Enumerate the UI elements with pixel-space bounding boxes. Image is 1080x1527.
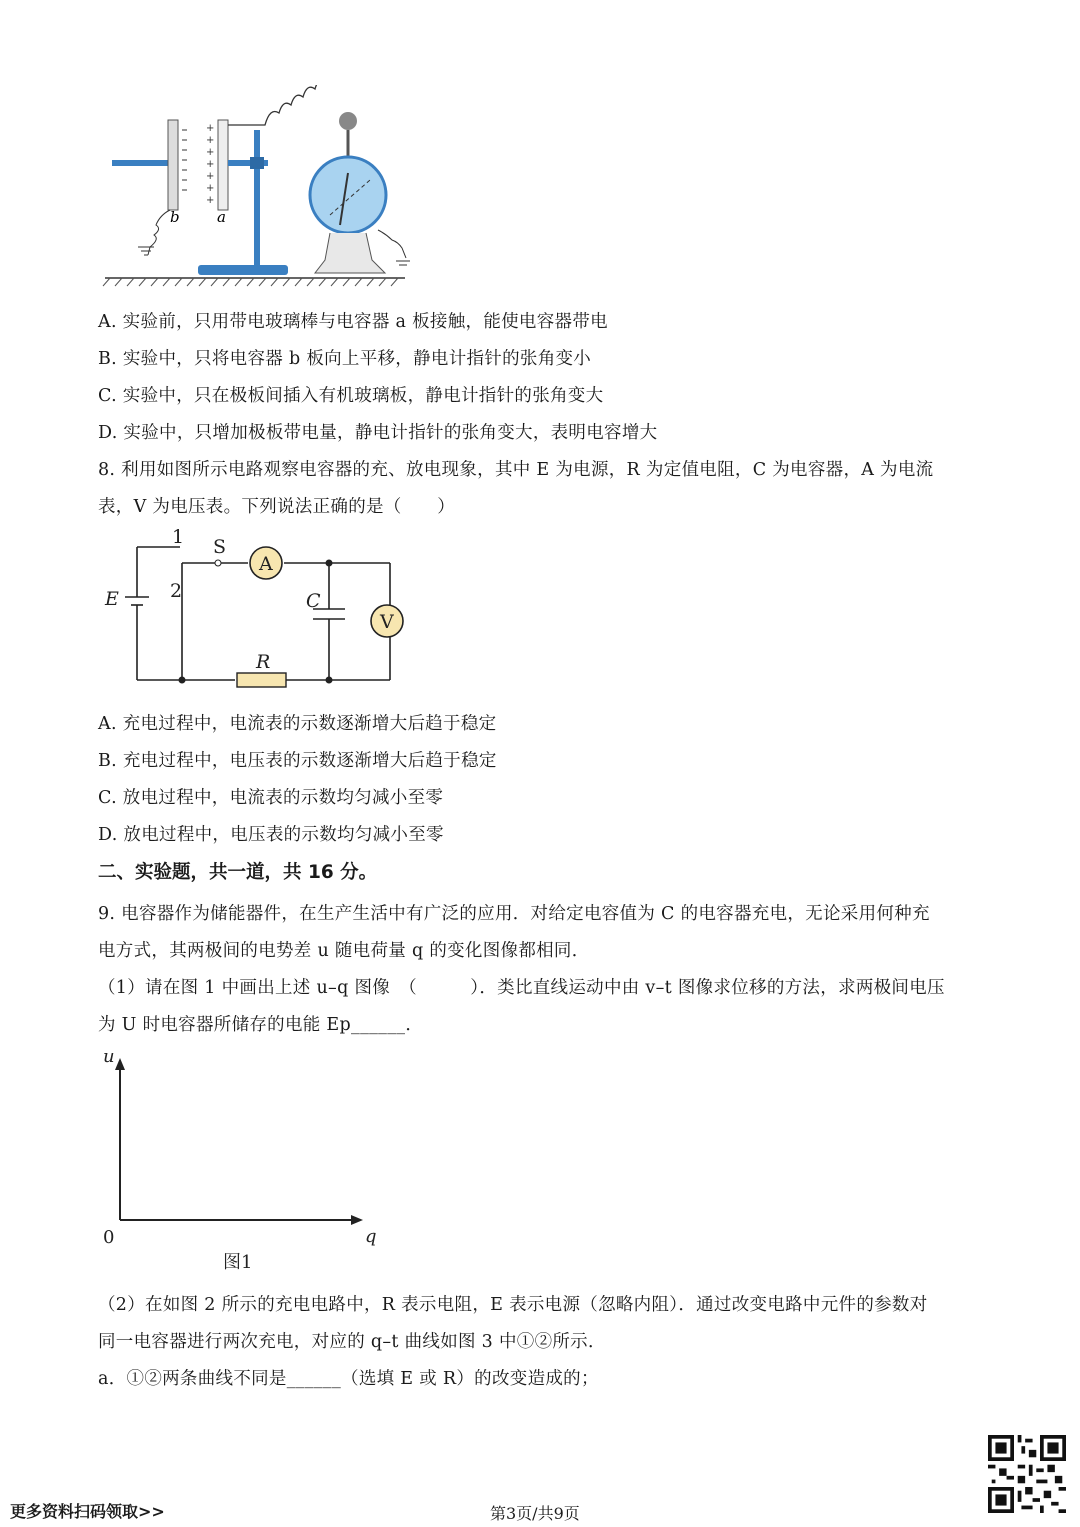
- origin-label: 0: [103, 1227, 115, 1248]
- q9-part2-a: a．①②两条曲线不同是______（选填 E 或 R）的改变造成的；: [98, 1369, 599, 1389]
- ammeter-label: A: [259, 553, 273, 575]
- section-heading: 二、实验题，共一道，共 16 分。: [98, 862, 378, 883]
- svg-text:+: +: [206, 195, 215, 206]
- q8-option-a: A. 充电过程中，电流表的示数逐渐增大后趋于稳定: [98, 714, 497, 734]
- rc-circuit-diagram: [100, 525, 410, 700]
- q7-option-b: B. 实验中，只将电容器 b 板向上平移，静电计指针的张角变小: [98, 349, 592, 369]
- qr-code-icon[interactable]: [988, 1435, 1066, 1513]
- contact-1-label: 1: [172, 526, 185, 548]
- u-axis-label: u: [103, 1046, 115, 1067]
- switch-label: S: [213, 536, 227, 558]
- q8-option-d: D. 放电过程中，电压表的示数均匀减小至零: [98, 825, 444, 845]
- svg-text:+: +: [206, 147, 215, 158]
- resistor-label: R: [256, 651, 271, 673]
- svg-text:+: +: [206, 123, 215, 134]
- contact-2-label: 2: [170, 580, 183, 602]
- svg-text:+: +: [206, 159, 215, 170]
- svg-text:+: +: [206, 183, 215, 194]
- q7-option-d: D. 实验中，只增加极板带电量，静电计指针的张角变大，表明电容增大: [98, 423, 658, 443]
- q8-option-c: C. 放电过程中，电流表的示数均匀减小至零: [98, 788, 444, 808]
- svg-text:+: +: [206, 171, 215, 182]
- q9-stem-line-2: 电方式，其两极间的电势差 u 随电荷量 q 的变化图像都相同．: [98, 941, 590, 961]
- q7-option-a: A. 实验前，只用带电玻璃棒与电容器 a 板接触，能使电容器带电: [98, 312, 608, 332]
- electroscope-apparatus-figure: [100, 85, 420, 290]
- page-number: 第3页/共9页: [490, 1504, 580, 1523]
- figure-1-caption: 图1: [223, 1252, 253, 1273]
- plate-b-label: b: [170, 208, 180, 226]
- plate-a-label: a: [217, 208, 226, 226]
- voltmeter-label: V: [380, 611, 394, 633]
- q9-stem-line-1: 9. 电容器作为储能器件，在生产生活中有广泛的应用．对给定电容值为 C 的电容器充电，无论采用何种充: [98, 904, 930, 924]
- u-q-graph: [95, 1040, 395, 1280]
- q-axis-label: q: [365, 1226, 377, 1247]
- q8-stem-line-1: 8. 利用如图所示电路观察电容器的充、放电现象，其中 E 为电源，R 为定值电阻，C 为电容器，A 为电流: [98, 460, 934, 480]
- emf-label: E: [105, 588, 119, 610]
- q9-part1-line-2: 为 U 时电容器所储存的电能 Ep______．: [98, 1015, 424, 1035]
- q7-option-c: C. 实验中，只在极板间插入有机玻璃板，静电计指针的张角变大: [98, 386, 604, 406]
- capacitor-label: C: [306, 590, 321, 612]
- q9-part1-line-1: （1）请在图 1 中画出上述 u–q 图像 （ ）．类比直线运动中由 v–t 图像求位移的方法，求两极间电压: [98, 978, 945, 998]
- q8-stem-line-2: 表，V 为电压表。下列说法正确的是（ ）: [98, 497, 455, 517]
- svg-text:+: +: [206, 135, 215, 146]
- q9-part2-line-2: 同一电容器进行两次充电，对应的 q–t 曲线如图 3 中①②所示．: [98, 1332, 606, 1352]
- q8-option-b: B. 充电过程中，电压表的示数逐渐增大后趋于稳定: [98, 751, 497, 771]
- more-resources-link[interactable]: 更多资料扫码领取>>: [10, 1502, 165, 1521]
- q9-part2-line-1: （2）在如图 2 所示的充电电路中，R 表示电阻，E 表示电源（忽略内阻）．通过改变电路中元件的参数对: [98, 1295, 928, 1315]
